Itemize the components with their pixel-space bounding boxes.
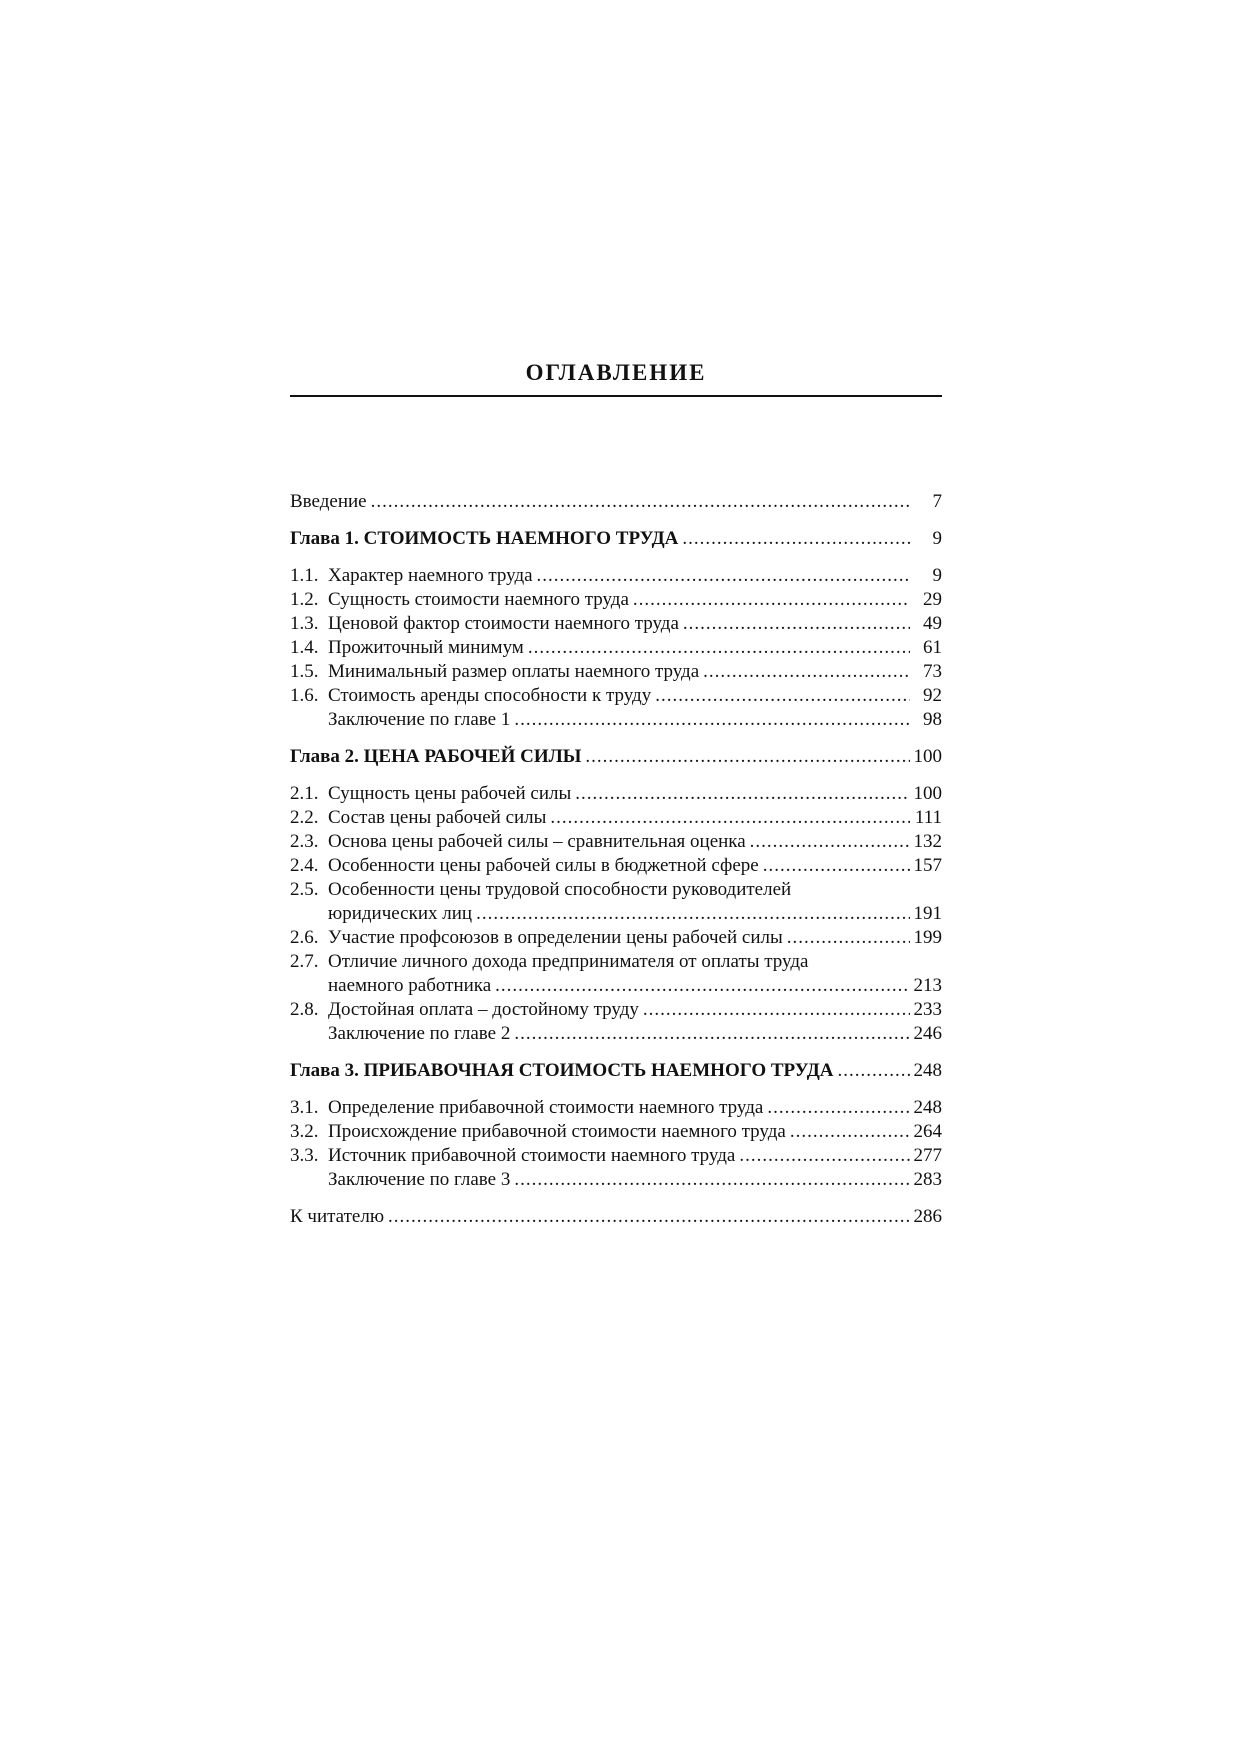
- leader-dots: [476, 902, 910, 926]
- section-title: Источник прибавочной стоимости наемного труда: [328, 1145, 736, 1166]
- toc-page-number: 213: [913, 975, 942, 996]
- leader-dots: [388, 1205, 910, 1229]
- toc-page-number: 61: [923, 637, 942, 658]
- section-title: Основа цены рабочей силы – сравнительная оценка: [328, 831, 746, 852]
- leader-dots: [514, 1022, 910, 1046]
- toc-page-number: 248: [913, 1097, 942, 1118]
- section-title: Определение прибавочной стоимости наемного труда: [328, 1097, 764, 1118]
- leader-dots: [550, 806, 910, 830]
- section-number: 2.4.: [290, 855, 319, 876]
- toc-section-2-4[interactable]: [290, 854, 942, 878]
- toc-page-number: 100: [913, 746, 942, 767]
- section-title: Состав цены рабочей силы: [328, 807, 547, 828]
- leader-dots: [763, 854, 910, 878]
- toc-section-3-2[interactable]: [290, 1120, 942, 1144]
- toc-page-number: 248: [913, 1060, 942, 1081]
- toc-section-1-4[interactable]: [290, 636, 942, 660]
- toc-entry-intro[interactable]: [290, 490, 942, 514]
- toc-entry-label: Введение: [290, 491, 367, 512]
- title-rule: [290, 395, 942, 397]
- section-title: Особенности цены трудовой способности руководителей: [328, 879, 792, 900]
- toc-page-number: 199: [913, 927, 942, 948]
- toc-page-number: 264: [913, 1121, 942, 1142]
- toc-page-number: 73: [923, 661, 942, 682]
- toc-section-3-3[interactable]: [290, 1144, 942, 1168]
- leader-dots: [739, 1144, 910, 1168]
- section-number: 1.5.: [290, 661, 319, 682]
- leader-dots: [790, 1120, 910, 1144]
- toc-section-1-1[interactable]: [290, 564, 942, 588]
- section-title: Стоимость аренды способности к труду: [328, 685, 652, 706]
- toc-section-2-7-continued[interactable]: [290, 974, 942, 998]
- toc-page-number: 49: [923, 613, 942, 634]
- section-number: 2.3.: [290, 831, 319, 852]
- toc-entry-label: К читателю: [290, 1206, 385, 1227]
- leader-dots: [838, 1059, 911, 1083]
- section-title: Заключение по главе 3: [328, 1169, 511, 1190]
- section-title: Достойная оплата – достойному труду: [328, 999, 639, 1020]
- leader-dots: [537, 564, 910, 588]
- section-number: 1.3.: [290, 613, 319, 634]
- leader-dots: [787, 926, 910, 950]
- page-title: ОГЛАВЛЕНИЕ: [525, 360, 707, 385]
- leader-dots: [703, 660, 910, 684]
- section-title: Заключение по главе 2: [328, 1023, 511, 1044]
- leader-dots: [514, 708, 910, 732]
- toc-section-2-5[interactable]: [290, 878, 942, 902]
- section-number: 1.2.: [290, 589, 319, 610]
- toc-page-number: 246: [913, 1023, 942, 1044]
- section-title-continued: юридических лиц: [328, 903, 473, 924]
- toc-section-2-3[interactable]: [290, 830, 942, 854]
- toc-page-number: 191: [913, 903, 942, 924]
- toc-page-number: 132: [913, 831, 942, 852]
- section-number: 2.5.: [290, 879, 319, 900]
- toc-page-number: 111: [914, 807, 942, 828]
- section-title: Минимальный размер оплаты наемного труда: [328, 661, 700, 682]
- toc-page-number: 283: [913, 1169, 942, 1190]
- toc-chapter-3[interactable]: [290, 1059, 942, 1083]
- toc-chapter-2[interactable]: [290, 745, 942, 769]
- section-number: 2.7.: [290, 951, 319, 972]
- section-number: 2.8.: [290, 999, 319, 1020]
- toc-page-number: 9: [932, 528, 942, 549]
- section-number: 3.2.: [290, 1121, 319, 1142]
- toc-conclusion-2[interactable]: [290, 1022, 942, 1046]
- toc-section-1-2[interactable]: [290, 588, 942, 612]
- section-number: 1.6.: [290, 685, 319, 706]
- section-title: Заключение по главе 1: [328, 709, 511, 730]
- section-title: Ценовой фактор стоимости наемного труда: [328, 613, 679, 634]
- toc-section-2-8[interactable]: [290, 998, 942, 1022]
- section-title: Сущность цены рабочей силы: [328, 783, 572, 804]
- toc-page-number: 92: [923, 685, 942, 706]
- table-of-contents: [290, 490, 942, 1229]
- toc-section-2-6[interactable]: [290, 926, 942, 950]
- section-number: 3.3.: [290, 1145, 319, 1166]
- leader-dots: [514, 1168, 910, 1192]
- section-title: Участие профсоюзов в определении цены рабочей силы: [328, 927, 783, 948]
- toc-section-1-6[interactable]: [290, 684, 942, 708]
- toc-entry-reader[interactable]: [290, 1205, 942, 1229]
- toc-page-number: 286: [913, 1206, 942, 1227]
- toc-page-number: 98: [923, 709, 942, 730]
- toc-page-number: 277: [913, 1145, 942, 1166]
- leader-dots: [633, 588, 910, 612]
- toc-page-number: 9: [932, 565, 942, 586]
- toc-section-2-5-continued[interactable]: [290, 902, 942, 926]
- toc-conclusion-1[interactable]: [290, 708, 942, 732]
- leader-dots: [528, 636, 910, 660]
- leader-dots: [655, 684, 910, 708]
- leader-dots: [750, 830, 910, 854]
- toc-section-1-5[interactable]: [290, 660, 942, 684]
- toc-section-3-1[interactable]: [290, 1096, 942, 1120]
- toc-page-number: 29: [923, 589, 942, 610]
- section-title: Отличие личного дохода предпринимателя от оплаты труда: [328, 951, 809, 972]
- toc-conclusion-3[interactable]: [290, 1168, 942, 1192]
- section-title: Прожиточный минимум: [328, 637, 524, 658]
- toc-page-number: 157: [913, 855, 942, 876]
- leader-dots: [575, 782, 910, 806]
- toc-chapter-1[interactable]: [290, 527, 942, 551]
- toc-section-2-1[interactable]: [290, 782, 942, 806]
- section-title: Особенности цены рабочей силы в бюджетной сфере: [328, 855, 759, 876]
- section-number: 3.1.: [290, 1097, 319, 1118]
- leader-dots: [585, 745, 910, 769]
- chapter-title: Глава 1. СТОИМОСТЬ НАЕМНОГО ТРУДА: [290, 528, 679, 549]
- toc-page-number: 233: [913, 999, 942, 1020]
- section-number: 2.1.: [290, 783, 319, 804]
- toc-section-1-3[interactable]: [290, 612, 942, 636]
- chapter-title: Глава 3. ПРИБАВОЧНАЯ СТОИМОСТЬ НАЕМНОГО ТРУДА: [290, 1060, 834, 1081]
- leader-dots: [682, 527, 910, 551]
- leader-dots: [495, 974, 910, 998]
- section-number: 1.4.: [290, 637, 319, 658]
- leader-dots: [371, 490, 910, 514]
- toc-section-2-2[interactable]: [290, 806, 942, 830]
- section-title: Происхождение прибавочной стоимости наемного труда: [328, 1121, 786, 1142]
- leader-dots: [683, 612, 910, 636]
- toc-section-2-7[interactable]: [290, 950, 942, 974]
- leader-dots: [767, 1096, 910, 1120]
- chapter-title: Глава 2. ЦЕНА РАБОЧЕЙ СИЛЫ: [290, 746, 582, 767]
- toc-page-number: 7: [932, 491, 942, 512]
- section-title-continued: наемного работника: [328, 975, 492, 996]
- section-title: Характер наемного труда: [328, 565, 533, 586]
- section-title: Сущность стоимости наемного труда: [328, 589, 629, 610]
- toc-page-number: 100: [913, 783, 942, 804]
- section-number: 1.1.: [290, 565, 319, 586]
- section-number: 2.2.: [290, 807, 319, 828]
- leader-dots: [643, 998, 910, 1022]
- section-number: 2.6.: [290, 927, 319, 948]
